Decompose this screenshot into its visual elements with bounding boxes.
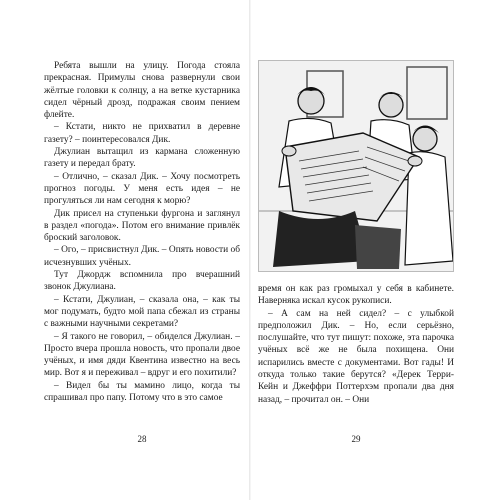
left-page-number: 28 (137, 434, 147, 444)
left-page (44, 60, 240, 440)
right-page (258, 60, 454, 440)
right-paragraph: – А сам на ней сидел? – с улыбкой предположил Дик. – Но, если серьёзно, послушайте, что тут пишут: похоже, эта парочка учёных всё же не была похищена. Они испарились вместе с документами. Вот гады! И откуда только такие берутся? «Дерек Терри-Кейн и Джеффри Поттерхэм пропали два дня назад, – прочитал он. – Они (258, 308, 454, 405)
left-paragraph: – Я такого не говорил, – обиделся Джулиан. – Просто вчера прошла новость, что пропали двое учёных, и имя дяди Квентина известно на весь мир. Вот я и переживал – вдруг и его похитили? (44, 331, 240, 379)
right-page-number: 29 (351, 434, 361, 444)
left-paragraph: Джулиан вытащил из кармана сложенную газету и передал брату. (44, 147, 240, 170)
left-paragraph: – Отлично, – сказал Дик. – Хочу посмотреть прогноз погоды. У меня есть идея – не прогуляться ли нам сегодня к морю? (44, 171, 240, 207)
left-paragraph: – Видел бы ты мамино лицо, когда ты спрашивал про папу. Потому что в это самое (44, 380, 240, 404)
left-paragraph: Тут Джордж вспомнила про вчерашний звонок Джулиана. (44, 270, 240, 293)
left-paragraph: – Кстати, никто не прихватил в деревне газету? – поинтересовался Дик. (44, 122, 240, 145)
left-paragraph: Ребята вышли на улицу. Погода стояла прекрасная. Примулы снова развернули свои жёлтые головки к солнцу, а на ветке кустарника сидел чёрный дрозд, подражая своим пением флейте. (44, 61, 240, 121)
illustration (258, 60, 454, 272)
book-gutter (249, 0, 251, 500)
left-paragraph: – Ого, – присвистнул Дик. – Опять новости об исчезнувших учёных. (44, 245, 240, 268)
illustration-drawing (259, 61, 454, 272)
right-paragraph: время он как раз громыхал у себя в кабинете. Наверняка искал кусок рукописи. (258, 284, 454, 307)
left-paragraph: – Кстати, Джулиан, – сказала она, – как ты мог подумать, будто мой папа сбежал из страны с важными научными секретами? (44, 294, 240, 330)
right-text-block (258, 283, 454, 406)
left-paragraph: Дик присел на ступеньки фургона и заглянул в раздел «погода». Потом его внимание привлёк броский заголовок. (44, 208, 240, 244)
